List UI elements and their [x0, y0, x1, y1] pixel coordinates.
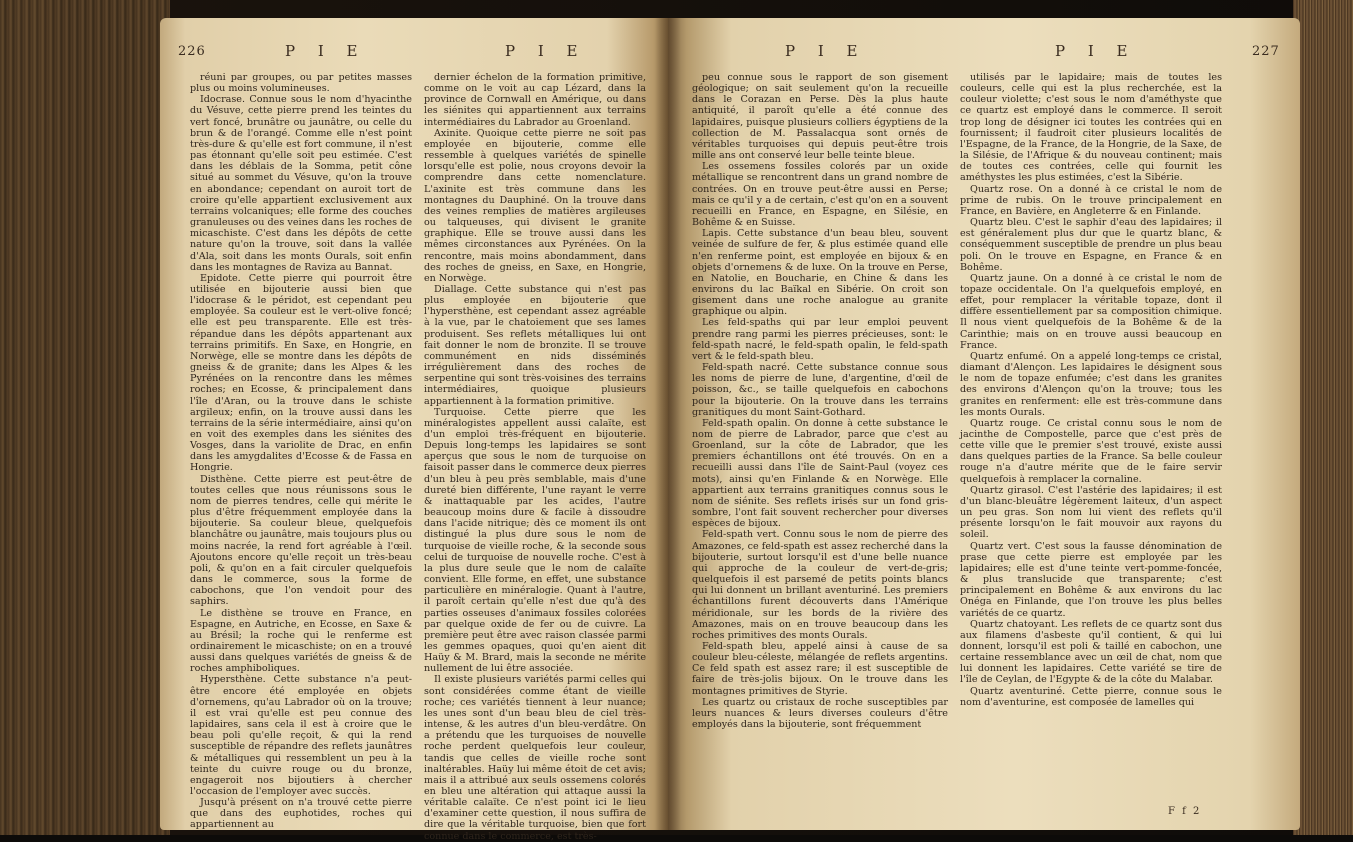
paragraph: utilisés par le lapidaire; mais de toutes les couleurs, celle qui est la plus recherchée, est la couleur violette; c'est sous le nom d'améthyste que ce quartz est employé dans le commerce. Il seroit trop long de désigner ici toutes les contrées qui en fournissent; il faudroit citer plusieurs localités de l'Espagne, de la France, de la Hongrie, de la Saxe, de la Silésie, de l'Afrique & du nouveau continent; mais de toutes ces contrées, celle qui fournit les améthystes les plus estimées, c'est la Sibérie. — [960, 72, 1222, 184]
left-page-column-2 — [424, 72, 646, 842]
paragraph: Il existe plusieurs variétés parmi celles qui sont considérées comme étant de vieille roche; ces variétés tiennent à leur nuance; les unes sont d'un beau bleu de ciel très-intense, & les autres d'un bleu-verdâtre. On a prétendu que les turquoises de nouvelle roche perdent quelquefois leur couleur, tandis que celles de vieille roche sont inaltérables. Haüy lui même étoit de cet avis; mais il a attribué aux seuls ossemens colorés en bleu une altération qui attaque aussi la véritable calaïte. Ce n'est point ici le lieu d'examiner cette question, il nous suffira de dire que la véritable turquoise, bien que fort connue dans le commerce, est très- — [424, 674, 646, 842]
paragraph: Axinite. Quoique cette pierre ne soit pas employée en bijouterie, comme elle ressemble à quelques variétés de spinelle lorsqu'elle est polie, nous croyons devoir la comprendre dans cette nomenclature. L'axinite est très commune dans les montagnes du Dauphiné. On la trouve dans des veines remplies de matières argileuses ou talqueuses, qui divisent le granite graphique. Elle se trouve aussi dans les mêmes circonstances aux Pyrénées. On la rencontre, mais moins abondamment, dans des roches de gneiss, en Saxe, en Hongrie, en Norwège. — [424, 127, 646, 284]
page-edges-left — [0, 0, 170, 835]
paragraph: Hypersthène. Cette substance n'a peut-être encore été employée en objets d'ornemens, qu'au Labrador où on la trouve; il est vrai qu'elle est peu connue des lapidaires, sans cela il est à croire que le beau poli qu'elle reçoit, & qui la rend susceptible de répandre des reflets jaunâtres & métalliques qui ressemblent un peu à la teinte du cuivre rouge ou du bronze, engageroit nos bijoutiers à chercher l'occasion de l'employer avec succès. — [190, 674, 412, 797]
paragraph: Feld-spath vert. Connu sous le nom de pierre des Amazones, ce feld-spath est assez recherché dans la bijouterie, surtout lorsqu'il est d'une belle nuance qui approche de la couleur de vert-de-gris; quelquefois il est parsemé de petits points blancs qui lui donnent un brillant aventuriné. Les premiers échantillons furent découverts dans l'Amérique méridionale, sur les bords de la rivière des Amazones, mais on en trouve beaucoup dans les roches primitives des monts Ourals. — [692, 529, 948, 641]
paragraph: Feld-spath opalin. On donne à cette substance le nom de pierre de Labrador, parce que c'est au Groenland, sur la côte de Labrador, que les premiers échantillons ont été trouvés. On en a recueilli aussi dans l'île de Saint-Paul (voyez ces mots), ainsi qu'en Finlande & en Norwège. Elle appartient aux terrains granitiques connus sous le nom de siénite. Ses reflets irisés sur un fond gris-sombre, l'ont fait souvent rechercher pour diverses espèces de bijoux. — [692, 417, 948, 530]
paragraph: Lapis. Cette substance d'un beau bleu, souvent veinée de sulfure de fer, & plus estimée quand elle n'en renferme point, est employée en bijoux & en objets d'ornemens & de luxe. On la trouve en Perse, en Natolie, en Boucharie, en Chine & dans les environs du lac Baïkal en Sibérie. On croit son gisement dans une roche analogue au granite graphique ou alpin. — [692, 228, 948, 318]
paragraph: Quartz chatoyant. Les reflets de ce quartz sont dus aux filamens d'asbeste qu'il contient, & qui lui donnent, lorsqu'il est poli & taillé en cabochon, une certaine ressemblance avec un œil de chat, nom que lui donnent les lapidaires. Cette variété se tire de l'île de Ceylan, de l'Egypte & de la côte du Malabar. — [960, 618, 1222, 686]
left-running-head-1: P I E — [285, 42, 367, 60]
right-page-column-2 — [960, 72, 1222, 802]
paragraph: Quartz jaune. On a donné à ce cristal le nom de topaze occidentale. On l'a quelquefois employé, en effet, pour remplacer la véritable topaze, dont il diffère essentiellement par sa composition chimique. Il nous vient quelquefois de la Bohême & de la Carinthie; mais on en trouve aussi beaucoup en France. — [960, 272, 1222, 351]
paragraph: Epidote. Cette pierre qui pourroit être utilisée en bijouterie aussi bien que l'idocrase & le péridot, est cependant peu employée. Sa couleur est le vert-olive foncé; elle est peu transparente. Elle est très-répandue dans les dépôts appartenant aux terrains primitifs. En Saxe, en Hongrie, en Norwège, elle se montre dans les dépôts de gneiss & de granite; dans les Alpes & les Pyrénées on la rencontre dans les mêmes roches; en Ecosse, & principalement dans l'île d'Aran, ou la trouve dans le schiste argileux; enfin, on la trouve aussi dans les terrains de la série intermédiaire, ainsi qu'on en voit des exemples dans les siénites des Vosges, dans la variolite de Drac, en enfin dans les amygdalites d'Ecosse & de Fassa en Hongrie. — [190, 272, 412, 474]
paragraph: Feld-spath nacré. Cette substance connue sous les noms de pierre de lune, d'argentine, d'œil de poisson, &c., se taille quelquefois en cabochons pour la bijouterie. On la trouve dans les terrains granitiques du mont Saint-Gothard. — [692, 362, 948, 418]
left-page-column-1 — [190, 72, 413, 831]
paragraph: réuni par groupes, ou par petites masses plus ou moins volumineuses. — [190, 72, 412, 95]
paragraph: Les quartz ou cristaux de roche susceptibles par leurs nuances & leurs diverses couleurs d'être employés dans la bijouterie, sont fréquemment — [692, 696, 948, 731]
paragraph: Feld-spath bleu, appelé ainsi à cause de sa couleur bleu-céleste, mélangée de reflets argentins. Ce feld spath est assez rare; il est susceptible de faire de très-jolis bijoux. On le trouve dans les montagnes primitives de Styrie. — [692, 640, 948, 697]
paragraph: Quartz bleu. C'est le saphir d'eau des lapidaires; il est généralement plus dur que le quartz blanc, & conséquemment susceptible de prendre un plus beau poli. On le trouve en Espagne, en France & en Bohême. — [960, 217, 1222, 273]
paragraph: Les ossemens fossiles colorés par un oxide métallique se rencontrent dans un grand nombre de contrées. On en trouve peut-être aussi en Perse; mais ce qu'il y a de certain, c'est qu'on en a souvent recueilli en France, en Espagne, en Silésie, en Bohême & en Suisse. — [692, 161, 948, 229]
paragraph: Jusqu'à présent on n'a trouvé cette pierre que dans des euphotides, roches qui appartiennent au — [190, 797, 412, 831]
right-running-head-1: P I E — [785, 42, 867, 60]
left-running-head-2: P I E — [505, 42, 587, 60]
paragraph: Le disthène se trouve en France, en Espagne, en Autriche, en Ecosse, en Saxe & au Brésil; la roche qui le renferme est ordinairement le micaschiste; on en a trouvé aussi dans quelques variétés de gneiss & de roches amphiboliques. — [190, 607, 412, 675]
paragraph: dernier échelon de la formation primitive, comme on le voit au cap Lézard, dans la province de Cornwall en Amérique, ou dans les siénites qui appartiennent aux terrains intermédiaires du Labrador au Groenland. — [424, 72, 646, 128]
right-page-number: 227 — [1252, 44, 1280, 59]
right-running-head-2: P I E — [1055, 42, 1137, 60]
paragraph: Diallage. Cette substance qui n'est pas plus employée en bijouterie que l'hypersthène, est cependant assez agréable à la vue, par le chatoiement que ses lames produisent. Ses reflets métalliques lui ont fait donner le nom de bronzite. Il se trouve communément en nids disséminés irrégulièrement dans des roches de serpentine qui sont très-voisines des terrains intermédiaires, quoique plusieurs appartiennent à la formation primitive. — [424, 283, 646, 407]
paragraph: Disthène. Cette pierre est peut-être de toutes celles que nous réunissons sous le nom de pierres tendres, celle qui mérite le plus d'être fréquemment employée dans la bijouterie. Sa couleur bleue, quelquefois blanchâtre ou jaunâtre, mais toujours plus ou moins nacrée, la rend fort agréable à l'œil. Ajoutons encore qu'elle reçoit un très-beau poli, & qu'on en a fait circuler quelquefois dans le commerce, sous la forme de cabochons, que l'on vendoit pour des saphirs. — [190, 473, 413, 608]
paragraph: Quartz aventuriné. Cette pierre, connue sous le nom d'aventurine, est composée de lamelles qui — [960, 685, 1222, 708]
paragraph: Quartz enfumé. On a appelé long-temps ce cristal, diamant d'Alençon. Les lapidaires le désignent sous le nom de topaze enfumée; c'est dans les granites des environs d'Alençon qu'on la trouve; tous les granites en renferment: elle est très-commune dans les monts Ourals. — [960, 350, 1222, 418]
paragraph: Idocrase. Connue sous le nom d'hyacinthe du Vésuve, cette pierre prend les teintes du vert foncé, brunâtre ou jaunâtre, ou celle du brun & de l'orangé. Comme elle n'est point très-dure & qu'elle est fort commune, il n'est pas étonnant qu'elle soit peu estimée. C'est dans les déblais de la Somma, petit cône situé au sommet du Vésuve, qu'on la trouve en abondance; cependant on auroit tort de croire qu'elle appartient exclusivement aux terrains volcaniques; elle forme des couches granuleuses ou des veines dans les roches de micaschiste. C'est dans les dépôts de cette nature qu'on la trouve, soit dans la vallée d'Ala, soit dans les monts Ourals, soit enfin dans les montagnes de Raviza au Bannat. — [190, 94, 412, 273]
book-gutter — [655, 18, 681, 830]
paragraph: Les feld-spaths qui par leur emploi peuvent prendre rang parmi les pierres précieuses, sont: le feld-spath nacré, le feld-spath opalin, le feld-spath vert & le feld-spath bleu. — [692, 317, 948, 362]
paragraph: Quartz rose. On a donné à ce cristal le nom de prime de rubis. On le trouve principalement en France, en Bavière, en Angleterre & en Finlande. — [960, 183, 1222, 217]
paragraph: Turquoise. Cette pierre que les minéralogistes appellent aussi calaïte, est d'un emploi très-fréquent en bijouterie. Depuis long-temps les lapidaires se sont aperçus que sous le nom de turquoise on faisoit passer dans le commerce deux pierres d'un bleu à peu près semblable, mais d'une dureté bien différente, l'une rayant le verre & inattaquable par les acides, l'autre beaucoup moins dure & facile à dissoudre dans l'acide nitrique; dès ce moment ils ont distingué la plus dure sous le nom de turquoise de vieille roche, & la seconde sous celui de turquoise de nouvelle roche. C'est à la plus dure seule que le nom de calaïte convient. Elle forme, en effet, une substance particulière en minéralogie. Quant à l'autre, il paroît certain qu'elle n'est due qu'à des parties osseuses d'animaux fossiles colorées par quelque oxide de fer ou de cuivre. La première peut être avec raison classée parmi les gemmes opaques, quoi qu'en aient dit Haüy & M. Brard, mais la seconde ne mérite nullement de lui être associée. — [424, 406, 646, 675]
paragraph: Quartz rouge. Ce cristal connu sous le nom de jacinthe de Compostelle, parce que c'est près de cette ville que le premier s'est trouvé, existe aussi dans quelques parties de la France. Sa belle couleur rouge n'a d'autre mérite que de le faire servir quelquefois à remplacer la cornaline. — [960, 417, 1222, 485]
paragraph: Quartz vert. C'est sous la fausse dénomination de prase que cette pierre est employée par les lapidaires; elle est d'une teinte vert-pomme-foncée, & plus translucide que transparente; c'est principalement en Bohême & aux environs du lac Onéga en Finlande, que l'on trouve les plus belles variétés de ce quartz. — [960, 540, 1222, 619]
left-page-number: 226 — [178, 44, 206, 59]
signature-mark: F f 2 — [1168, 806, 1202, 817]
paragraph: peu connue sous le rapport de son gisement géologique; on sait seulement qu'on la recueille dans le Corazan en Perse. Dès la plus haute antiquité, il paroît qu'elle a été connue des lapidaires, puisque plusieurs colliers égyptiens de la collection de M. Passalacqua sont ornés de véritables turquoises qui depuis peut-être trois mille ans ont conservé leur belle teinte bleue. — [692, 72, 948, 162]
page-edges-right — [1293, 0, 1353, 835]
paragraph: Quartz girasol. C'est l'astérie des lapidaires; il est d'un blanc-bleuâtre légèrement laiteux, d'un aspect un peu gras. Son nom lui vient des reflets qu'il présente lorsqu'on le fait mouvoir aux rayons du soleil. — [960, 484, 1222, 541]
right-page-column-1 — [692, 72, 948, 802]
